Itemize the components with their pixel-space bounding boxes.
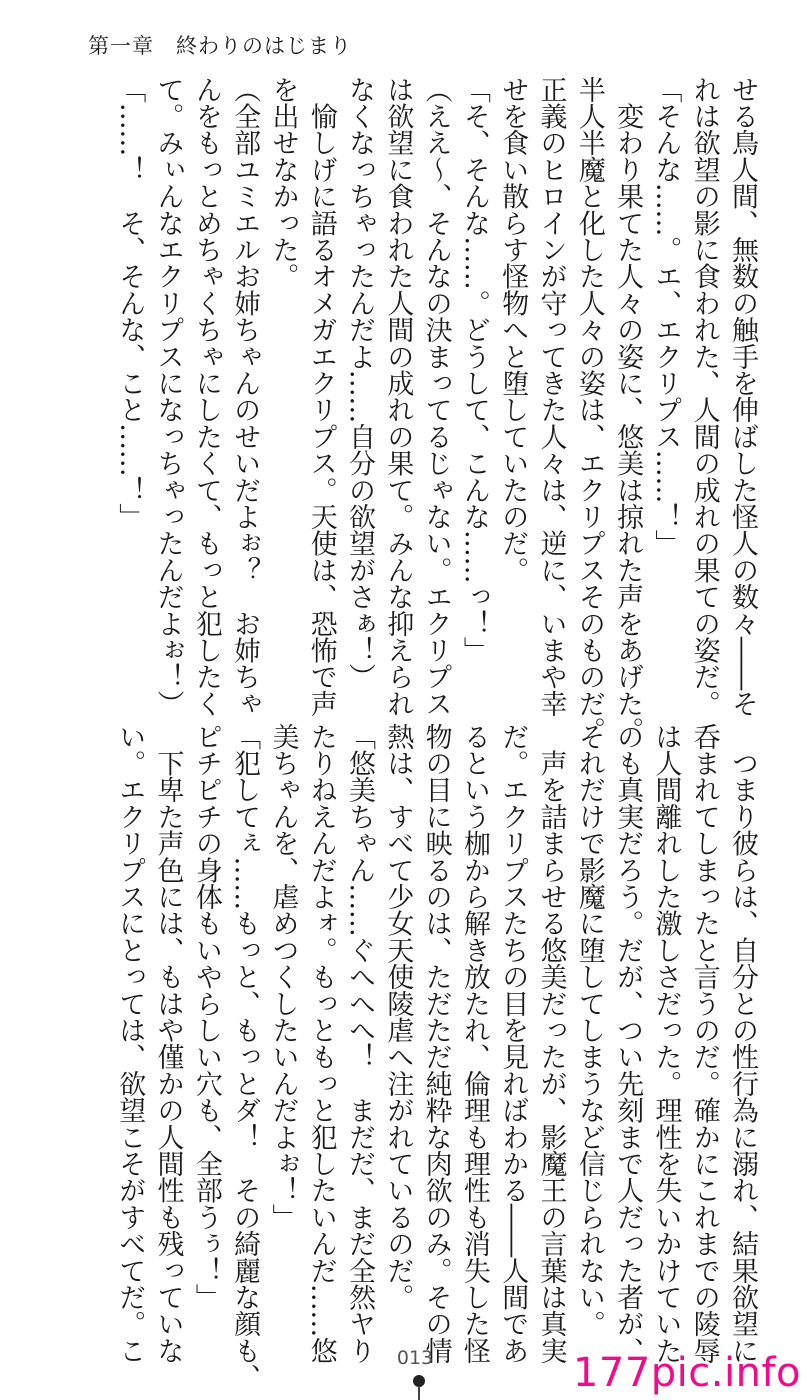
page-marker-dot (413, 1375, 425, 1387)
text-line: 愉しげに語るオメガエクリプス。天使は、恐怖で声 (305, 76, 337, 717)
text-line: 下卑た声色には、もはや僅かの人間性も残っていな (152, 723, 184, 1364)
text-block-top (110, 76, 761, 744)
page-marker-rule (418, 1387, 420, 1400)
text-line: ピチピチの身体もいやらしい穴も、全部うぅ！」 (190, 723, 222, 1311)
text-line: たりねえんだよォ。もっともっと犯したいんだ……悠 (305, 723, 337, 1364)
text-line: を出せなかった。 (267, 76, 299, 290)
text-line: それだけで影魔に堕してしまうなど信じられない。 (573, 723, 605, 1338)
page-number: 013 (396, 1347, 434, 1369)
text-line: 熱は、すべて少女天使陵虐へ注がれているのだ。 (382, 723, 414, 1311)
text-line: んをもっとめちゃくちゃにしたくて、もっと犯したく (190, 76, 222, 717)
text-line: せる鳥人間、無数の触手を伸ばした怪人の数々――そ (727, 76, 758, 717)
text-line: つまり彼らは、自分との性行為に溺れ、結果欲望に (727, 723, 758, 1364)
text-line: 「そ、そんな……。どうして、こんな……っ！」 (458, 76, 490, 664)
text-line: せを食い散らす怪物へと堕していたのだ。 (497, 76, 529, 584)
watermark: 177pic.info (572, 1350, 801, 1396)
text-line: だ。エクリプスたちの目を見ればわかる――人間であ (497, 723, 529, 1364)
text-line: 美ちゃんを、虐めつくしたいんだよぉ！」 (267, 723, 299, 1231)
text-line: て。みぃんなエクリプスになっちゃったんだよぉ！） (152, 76, 184, 717)
text-line: （全部ユミエルお姉ちゃんのせいだよぉ？ お姉ちゃ (229, 76, 261, 717)
text-line: のも真実だろう。だが、つい先刻まで人だった者が、 (612, 723, 644, 1364)
text-line: 声を詰まらせる悠美だったが、影魔王の言葉は真実 (535, 723, 567, 1364)
text-line: 正義のヒロインが守ってきた人々は、逆に、いまや幸 (535, 76, 567, 717)
text-line: 「そんな……。エ、エクリプス……！」 (650, 76, 682, 557)
text-line: 「悠美ちゃん……ぐへへへ！ まだだ、まだ全然ヤり (344, 723, 376, 1364)
text-line: は欲望に食われた人間の成れの果て。みんな抑えられ (382, 76, 414, 717)
text-line: 呑まれてしまったと言うのだ。確かにこれまでの陵辱 (688, 723, 720, 1364)
text-line: れは欲望の影に食われた、人間の成れの果ての姿だ。 (688, 76, 720, 717)
text-line: 半人半魔と化した人々の姿は、エクリプスそのものだ。 (573, 76, 605, 744)
text-line: 「犯してぇ……もっと、もっとダ！ その綺麗な顔も、 (229, 723, 261, 1391)
text-line: 変わり果てた人々の姿に、悠美は掠れた声をあげた。 (612, 76, 644, 744)
text-line: は人間離れした激しさだった。理性を失いかけていた (650, 723, 682, 1364)
text-line: 物の目に映るのは、ただただ純粋な肉欲のみ。その情 (420, 723, 452, 1364)
text-line: い。エクリプスにとっては、欲望こそがすべてだ。こ (114, 723, 146, 1364)
text-line: るという枷から解き放たれ、倫理も理性も消失した怪 (458, 723, 490, 1364)
text-line: （ええ～、そんなの決まってるじゃない。エクリプス (420, 76, 452, 717)
chapter-title: 第一章 終わりのはじまり (88, 34, 352, 58)
text-line: なくなっちゃったんだよ……自分の欲望がさぁ！） (344, 76, 376, 691)
text-line: 「……！ そ、そんな、こと……！」 (114, 76, 146, 530)
